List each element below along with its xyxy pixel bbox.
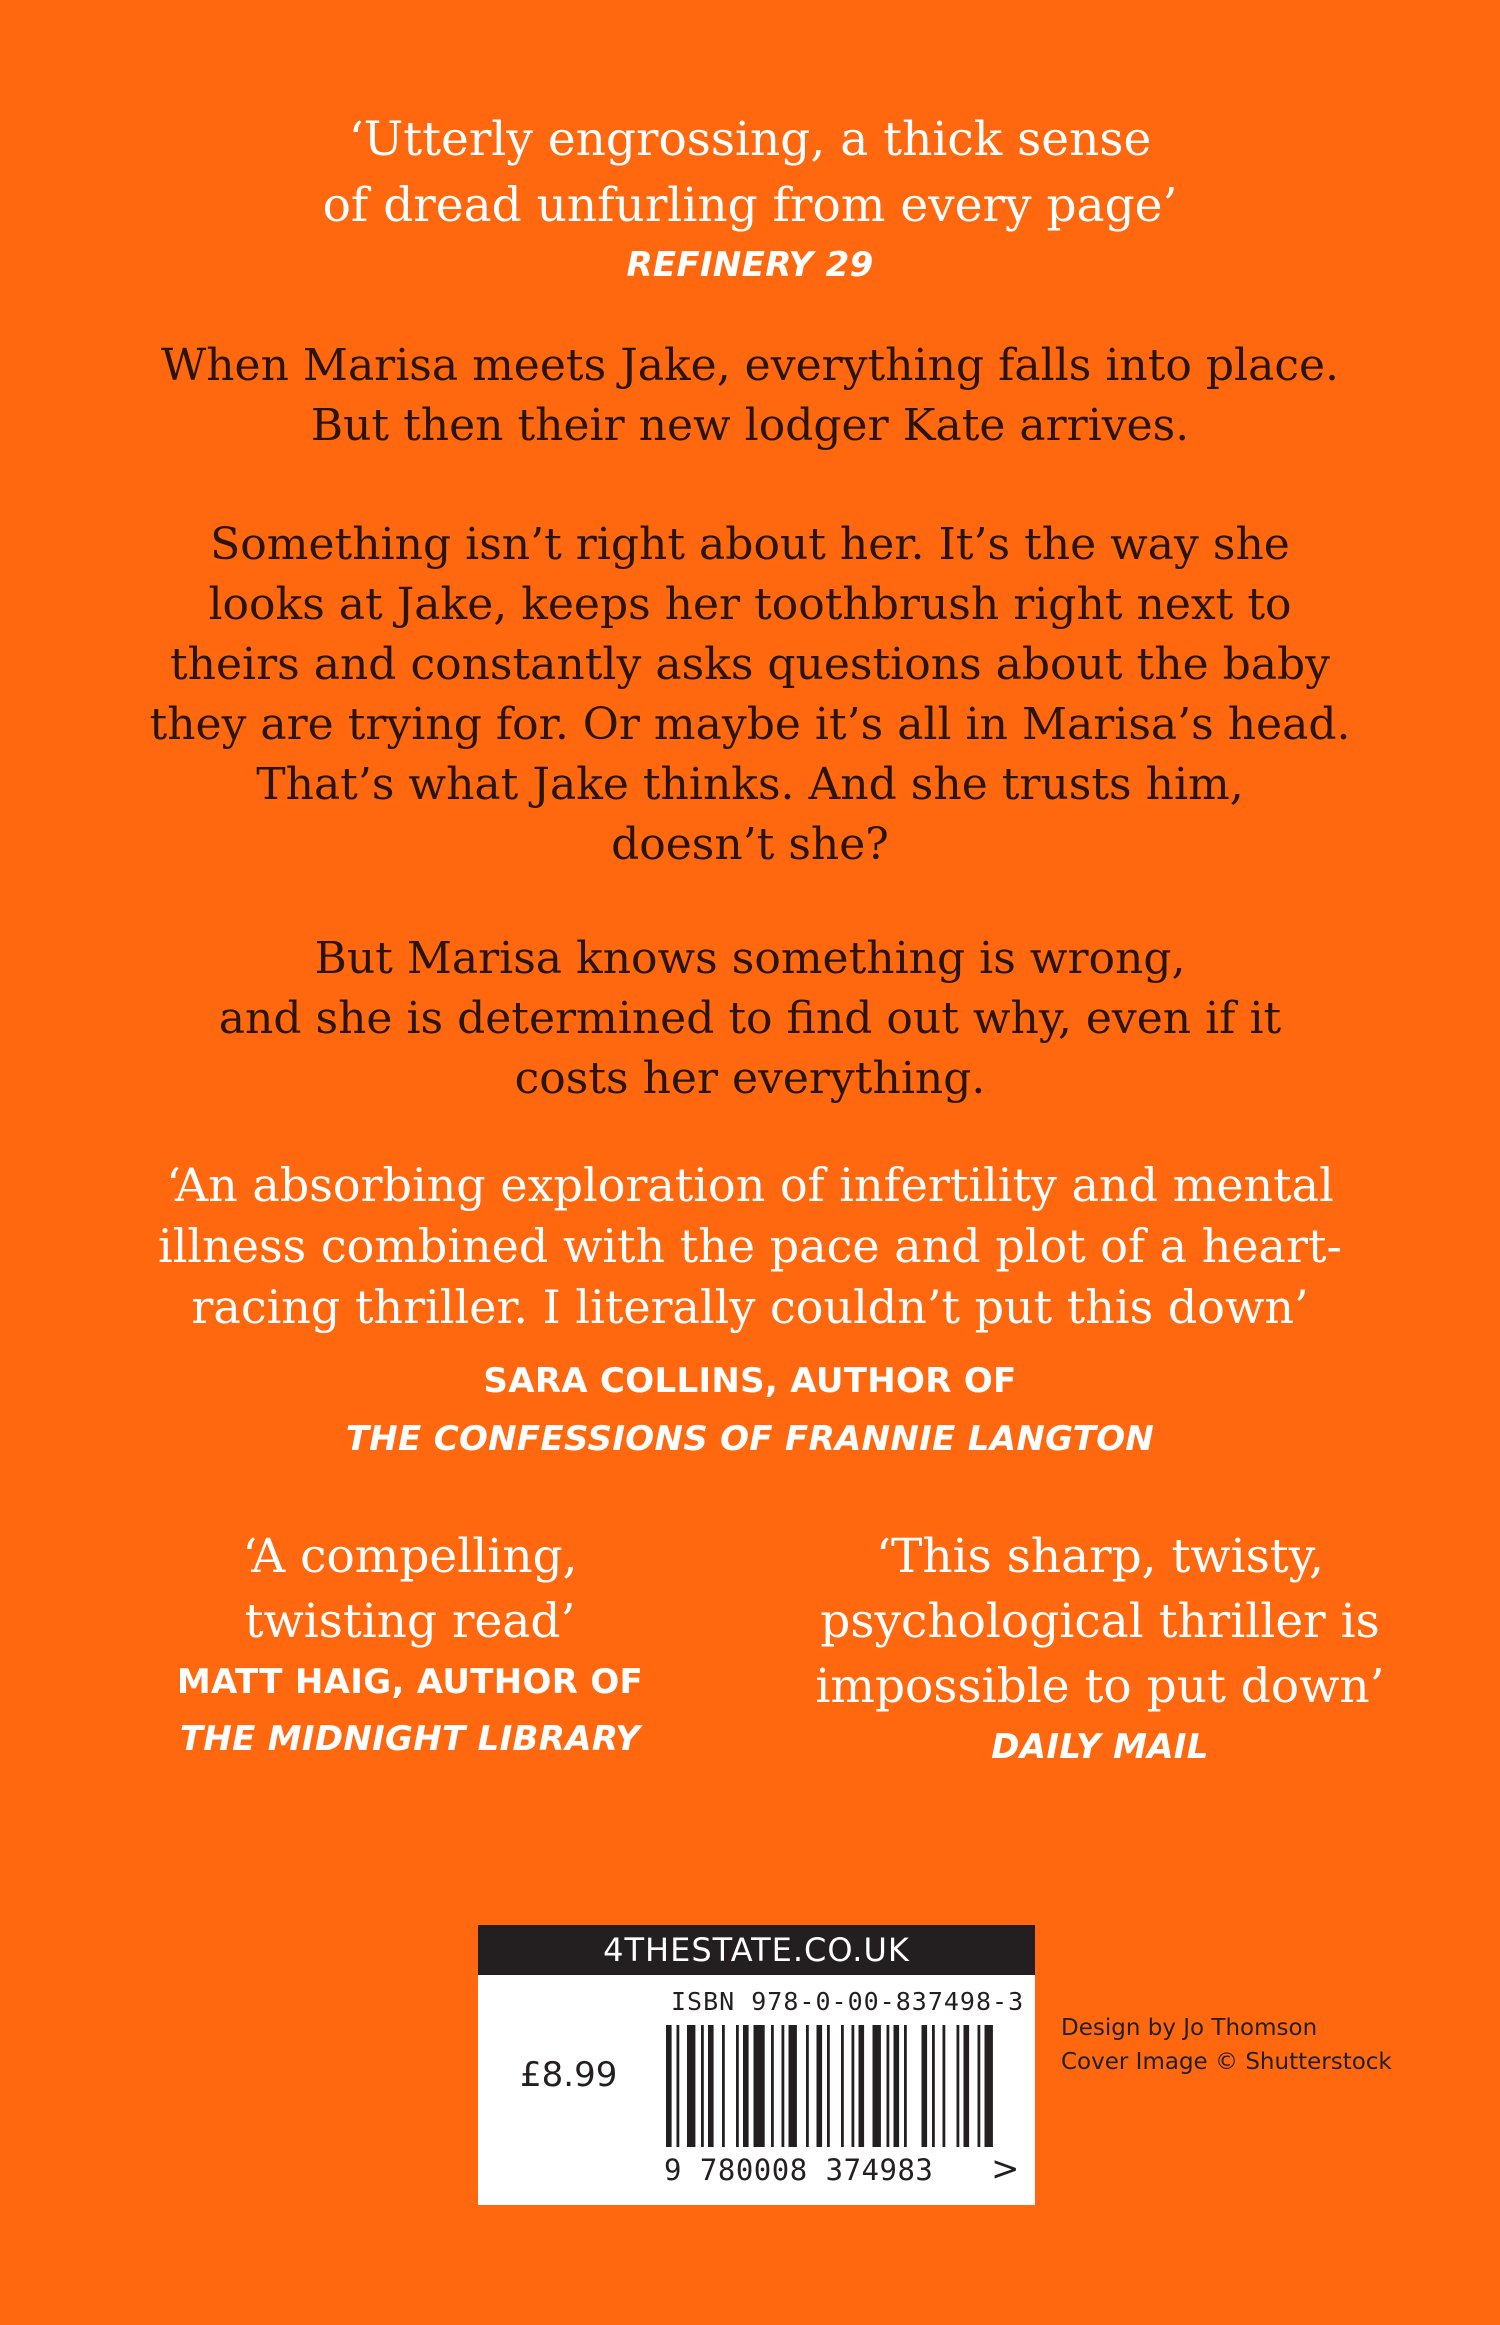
right-quote-line: ‘This sharp, twisty, — [876, 1529, 1324, 1584]
top-quote — [0, 107, 1500, 239]
blurb-line: costs her everything. — [514, 1053, 986, 1104]
blurb-line: Something isn’t right about her. It’s the way she — [210, 519, 1290, 570]
barcode-bar — [687, 2025, 695, 2147]
left-quote-line: twisting read’ — [244, 1594, 576, 1649]
ean-arrow: > — [991, 2149, 1020, 2189]
barcode-icon — [658, 2025, 993, 2153]
left-quote-source-title: THE MIDNIGHT LIBRARY — [179, 1719, 641, 1759]
isbn-label: ISBN 978-0-00-837498-3 — [671, 1987, 1025, 2016]
right-quote — [780, 1524, 1420, 1776]
blurb-paragraph-3 — [0, 929, 1500, 1109]
barcode-bar — [894, 2025, 900, 2147]
blurb-line: and she is determined to find out why, even if it — [218, 993, 1282, 1044]
top-quote-line: ‘Utterly engrossing, a thick sense — [348, 112, 1152, 167]
middle-quote-line: illness combined with the pace and plot of a heart- — [158, 1219, 1342, 1273]
barcode-bar — [827, 2025, 830, 2147]
blurb-paragraph-1 — [0, 336, 1500, 456]
barcode-bar — [932, 2025, 935, 2147]
ean-digits: 9 780008 374983 — [664, 2153, 934, 2187]
blurb-line: But then their new lodger Kate arrives. — [310, 400, 1190, 451]
middle-quote — [0, 1155, 1500, 1338]
blurb-line: When Marisa meets Jake, everything falls into place. — [160, 340, 1340, 391]
right-quote-source: DAILY MAIL — [991, 1727, 1209, 1767]
barcode-bar — [754, 2025, 765, 2147]
top-quote-line: of dread unfurling from every page’ — [322, 178, 1178, 233]
blurb-line: That’s what Jake thinks. And she trusts him, — [256, 759, 1244, 810]
barcode-bar — [789, 2025, 797, 2147]
barcode-bar — [873, 2025, 881, 2147]
middle-quote-source: SARA COLLINS, AUTHOR OF — [483, 1361, 1017, 1401]
right-quote-line: impossible to put down’ — [815, 1659, 1385, 1714]
publisher-url[interactable]: 4THESTATE.CO.UK — [478, 1925, 1035, 1975]
barcode-bar — [782, 2025, 785, 2147]
barcode-bar — [806, 2025, 809, 2147]
left-quote-line: ‘A compelling, — [242, 1529, 578, 1584]
left-quote — [120, 1524, 700, 1768]
price-label: £8.99 — [520, 2055, 618, 2095]
barcode-bar — [677, 2025, 680, 2147]
barcode-bar — [736, 2025, 739, 2147]
blurb-line: looks at Jake, keeps her toothbrush right next to — [208, 579, 1292, 630]
top-quote-source: REFINERY 29 — [626, 245, 874, 285]
left-quote-source: MATT HAIG, AUTHOR OF — [176, 1662, 644, 1702]
right-quote-line: psychological thriller is — [820, 1594, 1380, 1649]
barcode-bar — [708, 2025, 714, 2147]
barcode-bar — [771, 2025, 774, 2147]
barcode-bar — [957, 2025, 960, 2147]
barcode-bar — [666, 2025, 672, 2147]
blurb-paragraph-2 — [0, 515, 1500, 875]
image-credit: Cover Image © Shutterstock — [1061, 2049, 1392, 2075]
blurb-line: But Marisa knows something is wrong, — [314, 933, 1186, 984]
barcode-bar — [743, 2025, 749, 2147]
barcode-bar — [887, 2025, 890, 2147]
barcode-bar — [964, 2025, 970, 2147]
barcode-box — [478, 1925, 1035, 2205]
middle-quote-line: ‘An absorbing exploration of infertility and mental — [166, 1158, 1334, 1212]
blurb-line: they are trying for. Or maybe it’s all in Marisa’s head. — [149, 699, 1351, 750]
design-credit: Design by Jo Thomson — [1061, 2015, 1318, 2041]
blurb-line: theirs and constantly asks questions about the baby — [169, 639, 1331, 690]
blurb-line: doesn’t she? — [611, 819, 889, 870]
barcode-bar — [701, 2025, 704, 2147]
barcode-bar — [943, 2025, 946, 2147]
barcode-bar — [722, 2025, 725, 2147]
middle-quote-line: racing thriller. I literally couldn’t put this down’ — [191, 1280, 1309, 1334]
barcode-bar — [852, 2025, 855, 2147]
barcode-bar — [859, 2025, 865, 2147]
middle-quote-source-title: THE CONFESSIONS OF FRANNIE LANGTON — [345, 1419, 1155, 1459]
barcode-bar — [841, 2025, 844, 2147]
barcode-bar — [817, 2025, 823, 2147]
barcode-bar — [904, 2025, 907, 2147]
barcode-bar — [985, 2025, 993, 2147]
barcode-bar — [978, 2025, 981, 2147]
barcode-bar — [922, 2025, 928, 2147]
